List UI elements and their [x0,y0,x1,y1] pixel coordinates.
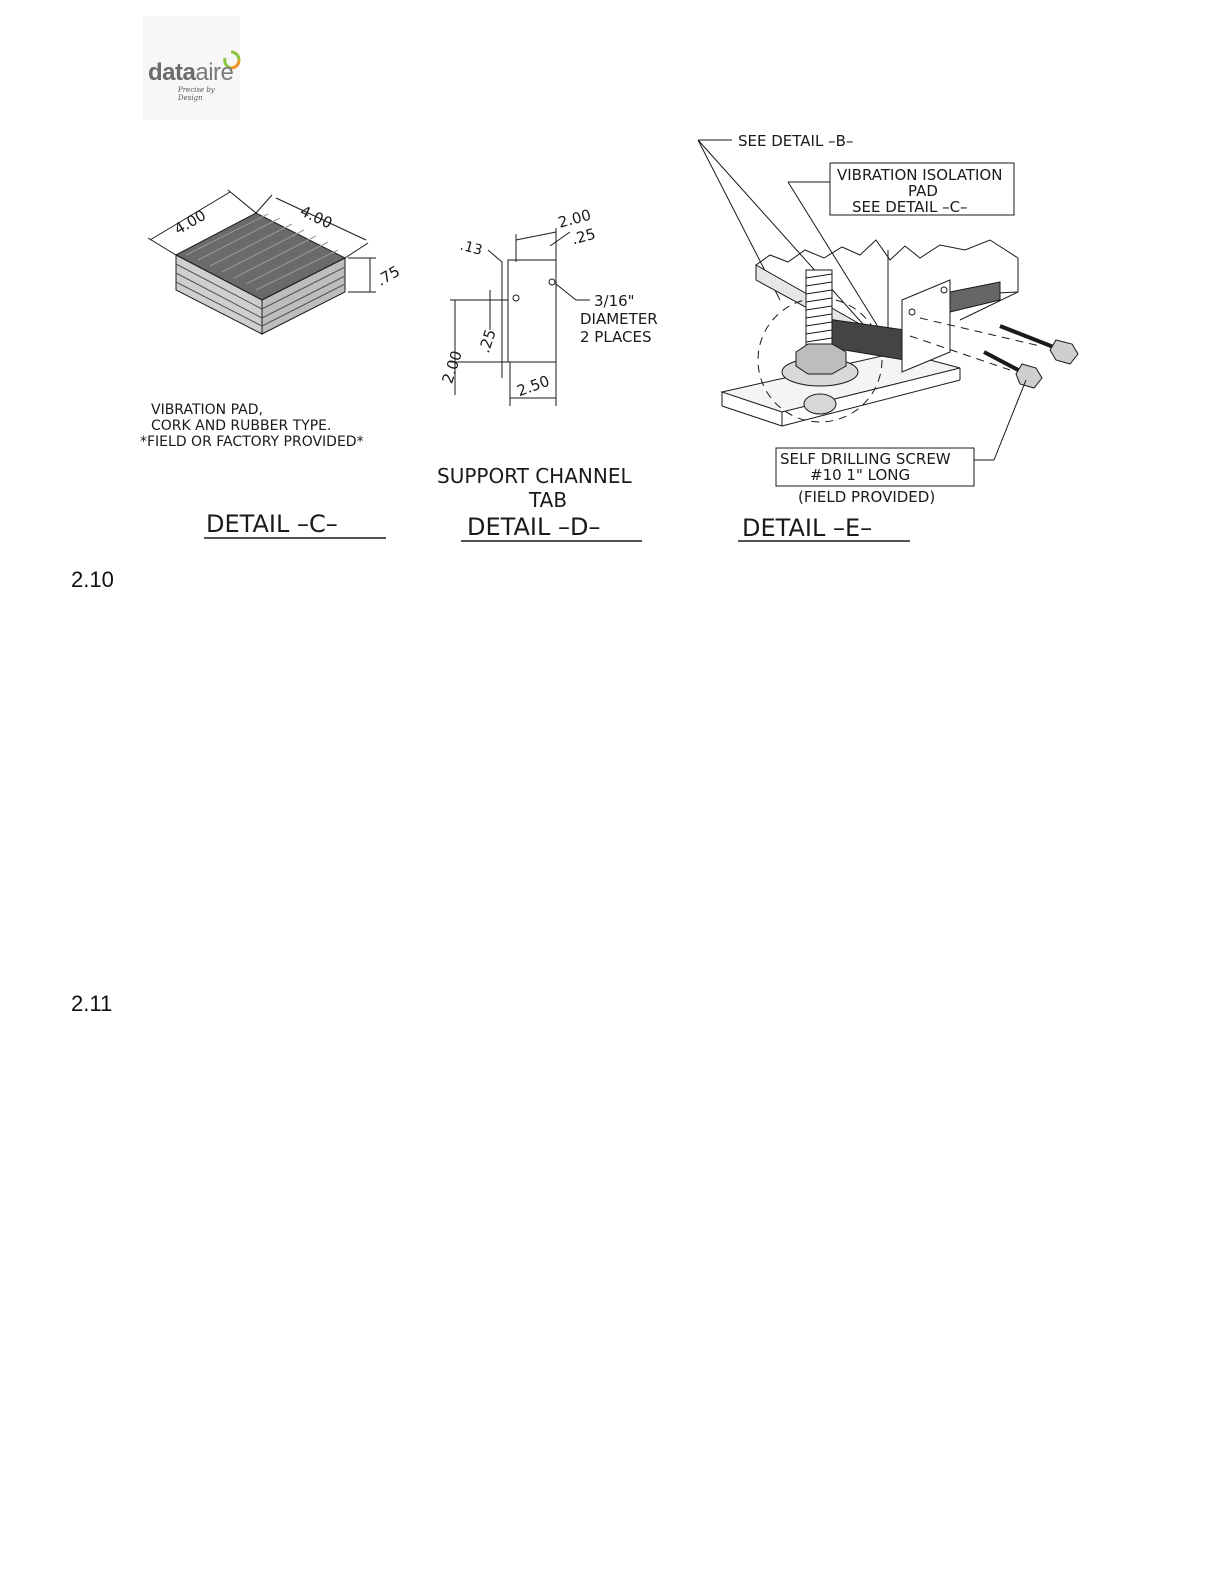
detail-e-pad-line2: PAD [908,182,938,200]
detail-d-dim-side: .13 [458,237,484,259]
section-number-2-10: 2.10 [71,567,114,592]
detail-c-drawing [148,190,376,334]
detail-d-hole-line2: DIAMETER [580,310,658,328]
detail-d-caption-line1: SUPPORT CHANNEL [437,464,632,488]
detail-d-dim-height-offset: .25 [475,326,500,356]
hex-nut [796,344,846,374]
detail-c-dim-depth: 4.00 [297,201,336,233]
detail-d-title: DETAIL –D– [467,513,601,541]
detail-e-screw-line1: SELF DRILLING SCREW [780,450,951,468]
company-logo [143,16,240,120]
detail-d-hole-line3: 2 PLACES [580,328,652,346]
detail-e-screw-line2: #10 1" LONG [810,466,911,484]
detail-e-screw-line3: (FIELD PROVIDED) [798,488,936,506]
angle-bracket [902,280,950,372]
detail-e-title: DETAIL –E– [742,514,873,542]
detail-e-see-detail-b: SEE DETAIL –B– [738,132,854,150]
detail-d-caption-line2: TAB [529,488,568,512]
detail-c-note-line1: VIBRATION PAD, [151,402,263,418]
detail-d-hole-line1: 3/16" [594,292,635,310]
logo-wordmark: dataaire [148,59,234,86]
self-drilling-screw-upper [1000,326,1078,364]
tab-plate [508,260,556,362]
logo-tagline: Precise by Design [178,86,215,102]
detail-e-drawing [698,140,1078,486]
detail-c-dim-width: 4.00 [171,206,210,239]
section-number-2-11: 2.11 [71,991,113,1016]
detail-c-title: DETAIL –C– [206,510,338,538]
detail-c-note-line2: CORK AND RUBBER TYPE. [151,418,332,434]
detail-d-dim-height: 2.00 [438,348,466,386]
detail-c-note-line3: *FIELD OR FACTORY PROVIDED* [140,434,364,450]
detail-c-dim-thickness: .75 [373,262,404,290]
detail-d-dim-top: 2.00 [556,205,594,232]
self-drilling-screw-lower [984,352,1042,388]
detail-d-dim-bottom: 2.50 [514,371,552,401]
detail-d-dim-top-offset: .25 [569,224,598,249]
detail-e-pad-line3: SEE DETAIL –C– [852,198,968,216]
vibration-pad-detail-drawing [136,125,1096,550]
detail-e-pad-line1: VIBRATION ISOLATION [837,166,1003,184]
